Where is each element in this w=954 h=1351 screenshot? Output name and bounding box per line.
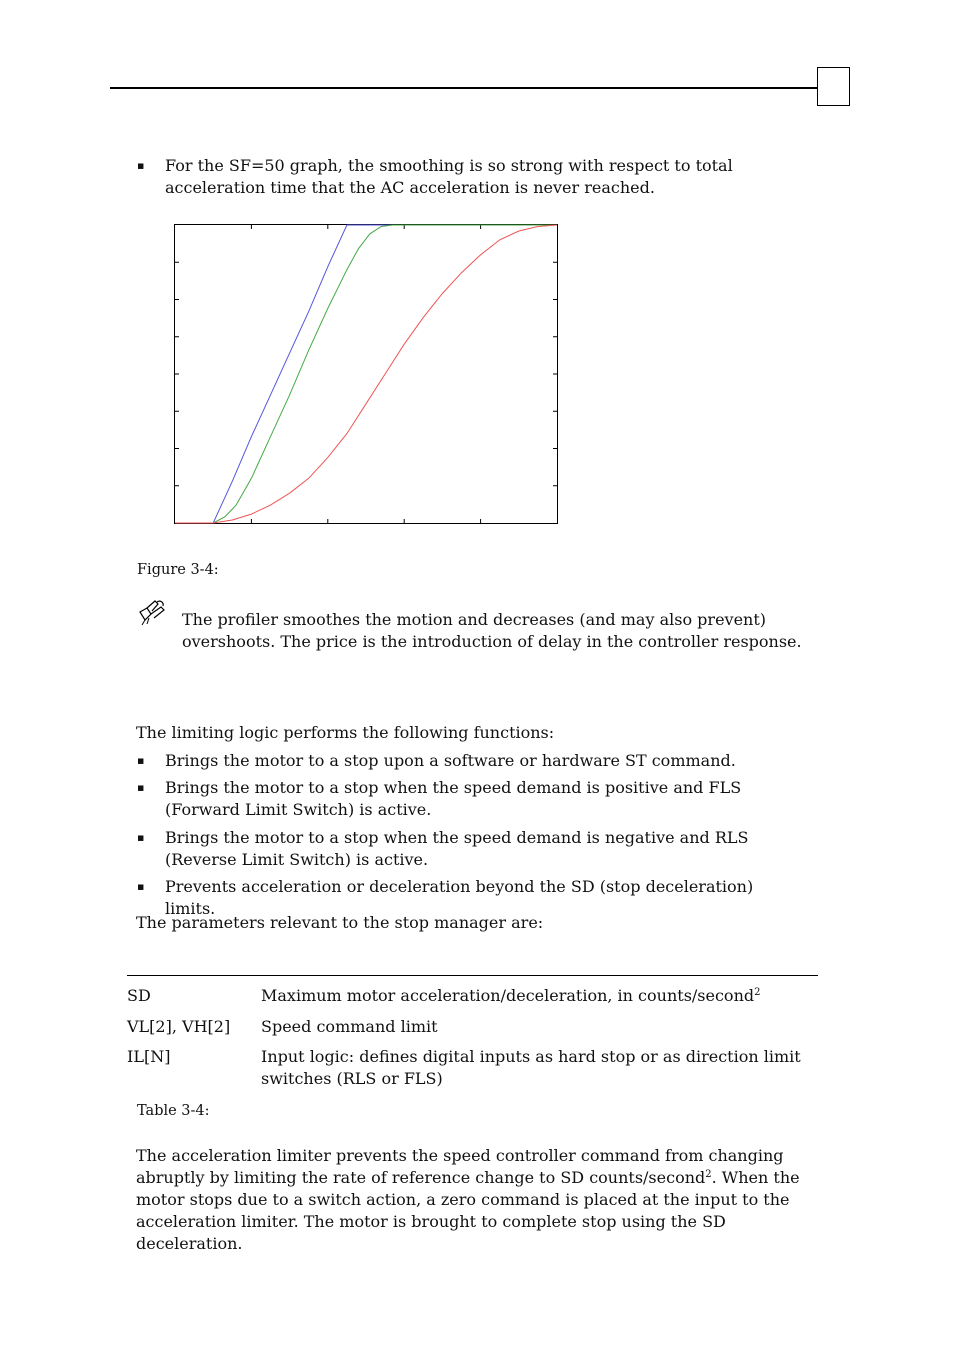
note-text: The profiler smoothes the motion and decreases (and may also prevent) overshoots. The price is the introduction of delay in the controller response. <box>182 610 802 651</box>
header-rule <box>110 87 818 89</box>
limiting-bullet-1: Brings the motor to a stop upon a software or hardware ST command. <box>165 751 736 770</box>
bullet-marker: ▪ <box>137 754 145 767</box>
params-intro: The parameters relevant to the stop manager are: <box>136 913 544 932</box>
limiting-bullet-3: Brings the motor to a stop when the speed demand is negative and RLS (Reverse Limit Switch) is active. <box>165 828 749 869</box>
table-param-vl-vh: VL[2], VH[2] <box>127 1017 231 1036</box>
limiting-bullet-4: Prevents acceleration or deceleration beyond the SD (stop deceleration) limits. <box>165 877 754 918</box>
table-param-il: IL[N] <box>127 1047 171 1066</box>
page-number-box <box>817 67 850 106</box>
limiting-intro: The limiting logic performs the following functions: <box>136 723 555 742</box>
figure-caption: Figure 3-4: <box>137 562 219 578</box>
table-desc-sd: Maximum motor acceleration/deceleration, in counts/second$^2$ <box>261 986 761 1005</box>
bullet-marker: ▪ <box>137 159 145 172</box>
bullet-marker: ▪ <box>137 831 145 844</box>
note-hand-icon <box>137 598 169 628</box>
plot-frame <box>175 225 558 524</box>
table-desc-il: Input logic: defines digital inputs as hard stop or as direction limit switches (RLS or FLS) <box>261 1047 801 1088</box>
table-desc-vl-vh: Speed command limit <box>261 1017 438 1036</box>
table-caption: Table 3-4: <box>137 1103 210 1119</box>
bullet-marker: ▪ <box>137 880 145 893</box>
smoothing-chart <box>160 215 570 535</box>
top-bullet-text: For the SF=50 graph, the smoothing is so strong with respect to total acceleration time that the AC acceleration is never reached. <box>165 156 733 197</box>
table-top-rule <box>127 975 818 976</box>
table-param-sd: SD <box>127 986 151 1005</box>
final-paragraph: The acceleration limiter prevents the speed controller command from changing abruptly by limiting the rate of reference change to SD counts/second$^2$. When the motor stops due to a switch action, a zero command is placed at the input to the acceleration limiter. The motor is brought to complete stop using the SD deceleration. <box>136 1146 800 1253</box>
bullet-marker: ▪ <box>137 781 145 794</box>
limiting-bullet-2: Brings the motor to a stop when the speed demand is positive and FLS (Forward Limit Switch) is active. <box>165 778 742 819</box>
